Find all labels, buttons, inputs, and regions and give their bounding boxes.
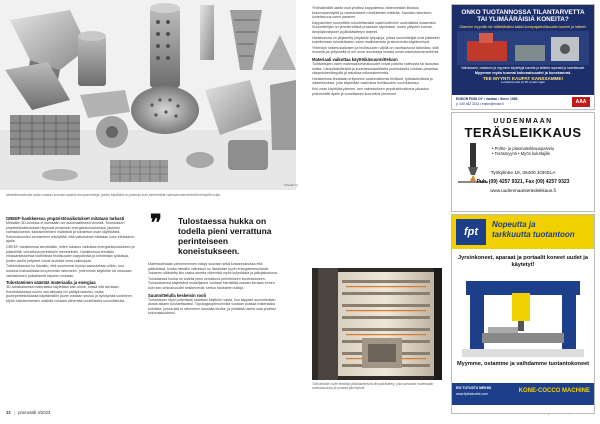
paragraph: Yhteistyö tutkimuslaitosten ja teollisuuden välillä on osoittautunut tärkeäksi, sillä monella pk-yrityksellä ei ole omia resursseja testata uusia valmistusmenetelmiä. xyxy=(312,45,440,55)
paragraph: Materiaalihukan pieneneminen näkyy suoraan sekä kustannuksissa että päästöissä, koska metallin valmistus on itsessään hyvin energiaintensiivistä. Jokainen säästetty kilo raaka-ainetta vähentää myös kuljetuksia ja jatkojalostusta. xyxy=(148,262,278,276)
ad-phone[interactable]: Puh. (09) 4257 9321, Fax (09) 4257 9323 xyxy=(476,179,570,185)
fpt-logo: fpt xyxy=(456,219,486,245)
section-heading: Materiaali vaikuttaa käyttöikäsuunnitteluun xyxy=(312,56,398,62)
photo-caption: Metallitulostetuilla osilla voidaan korvata vaativia komponentteja, joiden käyttöikä on pidempi kuin perinteisillä valmistusmenetelmillä tehdyillä osilla. xyxy=(6,193,221,197)
ad-website[interactable]: www.uudenmaanteräsleikkaus.fi xyxy=(490,188,556,193)
pull-quote: Tulostaessa hukka on todella pieni verrattuna perinteiseen koneistukseen. xyxy=(178,216,272,256)
quote-mark-icon: ❞ xyxy=(150,210,162,235)
ad-company: ENDOR FINN OY • Vantaa • Since 1989 xyxy=(456,97,518,101)
machine-tool-icon xyxy=(457,31,589,65)
paragraph: 3D-tulostuksessa materiaalia käytetään vain sinne, missä sitä tarvitaan. Koneistuksessa suurin osa aihiosta voi päätyä lastuksi, mutta jauhepetitekniikassa käyttämätön jauhe voidaan seuloa ja hyödyntää uudelleen. Myös tukirakenteiden määrää voidaan vähentää huolellisella suunnittelulla. xyxy=(6,285,133,303)
milling-machine-icon xyxy=(462,281,584,357)
furnace-photo xyxy=(312,268,442,380)
ad-contact[interactable]: p. 040 482 3133 • endor@endor.fi xyxy=(456,102,504,106)
ad-text: Vaihdamme, ostamme ja myymme käytettyjä koneita ja laitteita nopeasti ja luotettavasti. xyxy=(461,66,585,71)
paragraph: Hankkeessa testataan erityisesti ruostumattomia teräksiä, työkaluteräksiä ja nikkeliseoksia, joita käytetään vaativissa teollisuuden sovelluksissa. xyxy=(312,76,433,86)
ad-footer-left: ESI TUTUSTU MEIHIN xyxy=(456,386,492,390)
ad-bottom-text: Myymme, ostamme ja vaihdamme tuotantokoneet xyxy=(456,361,590,367)
section-heading: GREEF-hankkeessa ympäristövaikutukset mitataan tarkasti xyxy=(6,216,125,221)
uudenmaan-ad[interactable] xyxy=(451,112,595,212)
article-column-2 xyxy=(148,262,278,406)
photo-credit: ©Metalli Oy xyxy=(283,183,298,187)
fpt-ad[interactable] xyxy=(451,214,595,414)
paragraph: Tulostettujen osien materiaaliominaisuudet voivat poiketa valetuista tai taotuista osista. Lämpökäsittelyllä ja kuumaisostaattisella puristuksella voidaan parantaa väsymiskestävyyttä ja tasoittaa mikrorakennetta. xyxy=(312,61,439,76)
paragraph: Tutkimuksessa on havaittu, että suurimmat hyödyt saavutetaan silloin, kun tulostus mahdollistaa kevyemmän rakenteen, pidemmän käyttöiän tai varaosan valmistuksen paikallisesti tarpeen mukaan. xyxy=(6,264,132,278)
ad-call-to-action: TEE MYYNTI KAUPAT KANSSAMME! xyxy=(482,75,564,81)
ad-footer-website[interactable]: www.fptindustrie.com xyxy=(456,392,489,396)
ad-tagline: Myymme myös tuomat kokonaisuudet ja konekannat. xyxy=(474,71,572,76)
ad-service-item: • Poltto- ja plasmaleikkauspalvelu xyxy=(492,146,555,151)
ad-slogan-1: Nopeutta ja xyxy=(492,220,536,229)
paragraph: Tulostuksen täysi potentiaali saadaan käyttöön vasta, kun kappale suunnitellaan alusta alkaen tulostettavaksi. Topologiaoptimoinnilla voidaan poistaa materiaalia kohdista, joissa sitä ei rakenteen kannalta tarvita, ja yhdistää useita osia yhdeksi kokonaisuudeksi. xyxy=(148,297,276,316)
article-column-1 xyxy=(6,214,136,406)
ad-offer: Otamme myyntiin tai välitettäväksi kaikki konepajateollisuuden koneet ja laitteet. xyxy=(459,25,587,29)
endor-ad[interactable] xyxy=(451,4,595,110)
hero-photo-metal-parts xyxy=(0,0,296,190)
magazine-brand: prometalli xyxy=(18,410,37,415)
ad-brand-line-1: UUDENMAAN xyxy=(493,118,553,125)
ad-service-item: • Teräsmyynti • Myös kuluttajille xyxy=(492,151,551,157)
ad-footer-brand: KONE-COCCO MACHINE xyxy=(518,388,590,394)
section-heading: Tulostaminen säästää materiaalia ja energiaa xyxy=(6,280,96,286)
ad-services xyxy=(492,146,554,157)
page-footer-left: 12 | prometalli 4/2023 xyxy=(6,410,51,415)
paragraph: Tulostaessa hukka on todella pieni verrattuna perinteiseen koneistukseen. Tulostuksessa käytettävä metallijauhe voidaan kierrättää useaan kertaan ennen kuin sen ominaisuudet heikkenevät, kertoo hankkeen tutkija. xyxy=(148,276,275,290)
ad-address: Työkylintie 18, 05400 JOKELA xyxy=(490,171,556,176)
paragraph: Kappaleiden suunnittelu tulostettavaksi vaatii kuitenkin uudenlaista osaamista. Suunnittelijan on ymmärrettävä prosessin rajoitukset, kuten ylitysten kulmat, lämpöjännitykset ja jälkikäsittelyn tarpeet. xyxy=(312,20,437,34)
page-number: 12 xyxy=(6,410,11,415)
paragraph: GREEF-hankkeessa selvitetään, miten tulostus vaikuttaa energiankulutukseen ja päästöihin verrattuna perinteisiin menetelmiin. Hankkeessa tehdään elinkaarilaskelmia todellisista teollisuuden kappaleista ja kehitetään työkaluja, joiden avulla yritykset voivat arvioida omia valintojaan. xyxy=(6,244,135,263)
article-column-3 xyxy=(312,6,440,264)
ad-brand-line-2: TERÄSLEIKKAUS xyxy=(464,125,582,140)
paragraph: Kun osan käyttöikä pitenee, sen valmistuksen ympäristövaikutus jakautuu pidemmälle ajalle ja vuosittainen kuormitus pienenee. xyxy=(312,86,430,96)
ad-headline: Jyrsinkoneet, aparaat ja portaalit koneet uudet ja käytetyt! xyxy=(458,255,588,268)
paragraph: Metallien 3D-tulostus ei itsessään ole automaattisesti vihreää. Tulostuksen ympäristövaikutukset riippuvat prosessin energiankulutuksesta, jauheen valmistuksesta, tukirakenteiden määrästä ja tulostetun osan käyttöiästä. Kokonaisuuden arvioiminen edellyttää, että vaikutukset mitataan koko elinkaaren ajalta. xyxy=(6,221,135,244)
ad-headline-1: ONKO TUOTANNOSSA TILANTARVETTA xyxy=(461,9,585,16)
section-heading: Suunnittelulla keskeisin rooli xyxy=(148,292,206,298)
aaa-rating-badge: AAA xyxy=(572,97,590,107)
furnace-caption: Tulostetuille osille tehdään jälkikäsittelynä lämpökäsittely, joka parantaa materiaalin ominaisuuksia ja poistaa jännityksiä. xyxy=(312,382,434,390)
ad-slogan-2: tarkkuutta tuotantoon xyxy=(492,230,575,239)
ad-headline-2: TAI YLIMÄÄRÄISIÄ KONEITA? xyxy=(477,16,569,23)
issue-number: 4/2023 xyxy=(37,410,51,415)
paragraph: Hankkeessa on järjestetty yrityksille työpajoja, joissa suunnittelijat ovat päässeet kokeilemaan tulostettavien osien mallintamista ja simulointia käytännössä. xyxy=(312,35,440,45)
ad-since: Luotettavuutta yli 30 vuoden ajan xyxy=(500,80,546,85)
cutting-torch-icon xyxy=(458,143,488,183)
paragraph: Yhdistämällä useita osia yhdeksi kappaleeksi vähennetään liitoksia, kokoonpanotyötä ja varastoitavien nimikkeiden määrää. Samalla rakenteen luotettavuus usein paranee. xyxy=(312,6,432,20)
